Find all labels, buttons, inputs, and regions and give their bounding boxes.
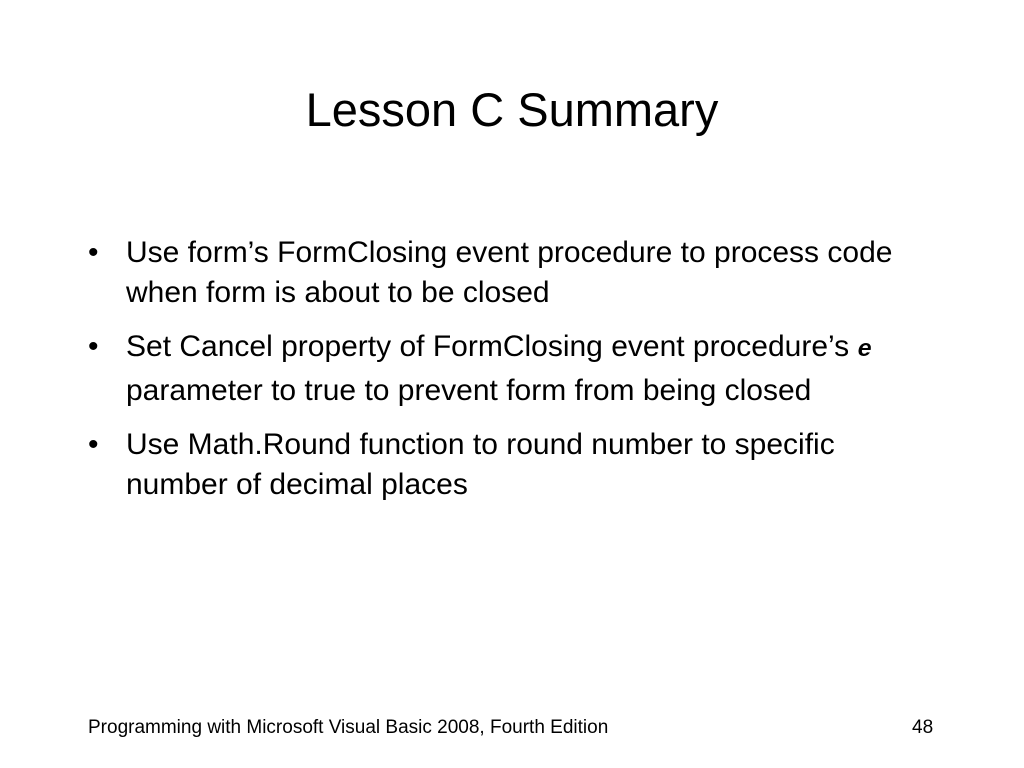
bullet-mark: • [88, 330, 99, 363]
bullet-item [88, 425, 938, 505]
bullet-text: Use form’s FormClosing event procedure to process code when form is about to be closed [126, 236, 893, 309]
code-parameter-e: e [857, 337, 872, 364]
footer-text: Programming with Microsoft Visual Basic 2008, Fourth Edition [88, 717, 609, 738]
bullet-text-start: Set Cancel property of FormClosing event procedure’s [126, 330, 858, 363]
bullet-text: Use Math.Round function to round number to specific number of decimal places [126, 428, 835, 501]
bullet-item [88, 327, 938, 411]
bullet-mark: • [88, 236, 99, 269]
page-number: 48 [912, 717, 934, 738]
bullet-item [88, 233, 938, 313]
bullet-list [88, 233, 938, 519]
slide-title: Lesson C Summary [305, 83, 719, 136]
bullet-mark: • [88, 428, 99, 461]
bullet-text-end: parameter to true to prevent form from being closed [126, 374, 812, 407]
